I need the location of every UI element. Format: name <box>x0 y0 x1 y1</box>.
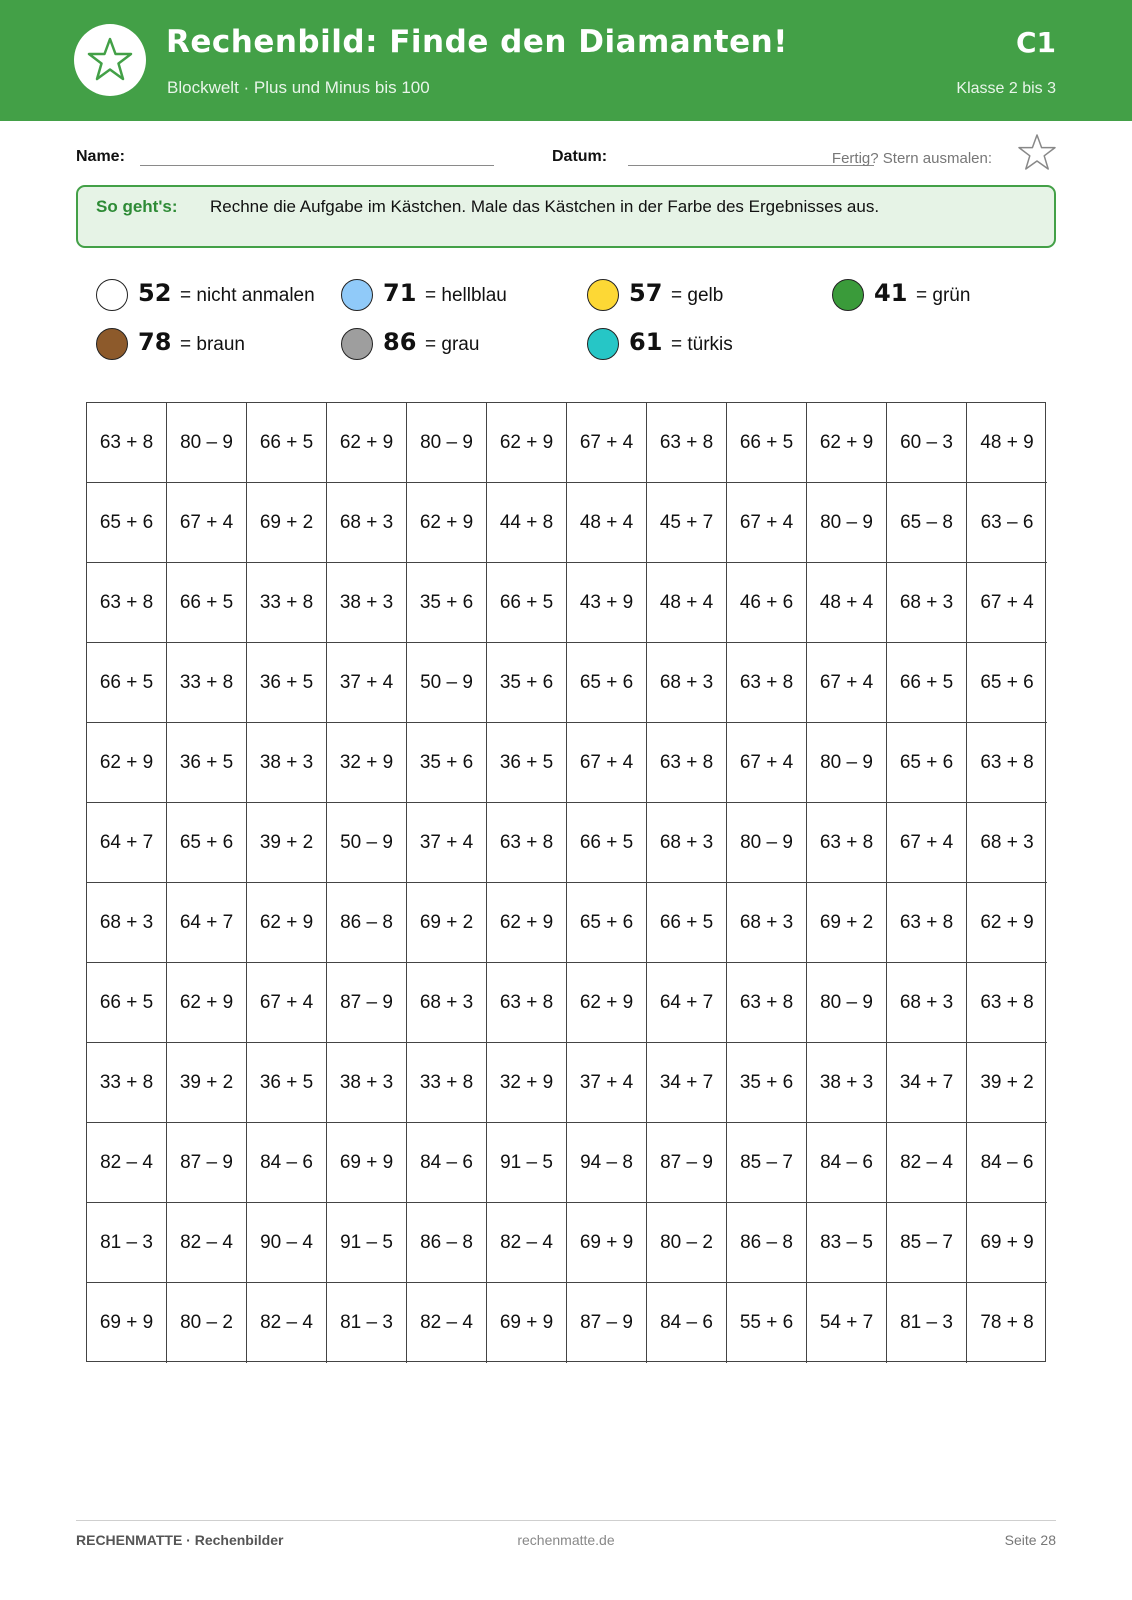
legend-color-swatch <box>341 279 373 311</box>
grid-cell[interactable]: 63 + 8 <box>647 403 727 483</box>
grid-cell[interactable]: 69 + 9 <box>967 1203 1047 1283</box>
grid-cell[interactable]: 68 + 3 <box>727 883 807 963</box>
grid-cell[interactable]: 86 – 8 <box>407 1203 487 1283</box>
grid-cell[interactable]: 80 – 9 <box>167 403 247 483</box>
grid-cell[interactable]: 68 + 3 <box>647 803 727 883</box>
grid-cell[interactable]: 50 – 9 <box>327 803 407 883</box>
grid-cell[interactable]: 85 – 7 <box>727 1123 807 1203</box>
grid-cell[interactable]: 35 + 6 <box>407 723 487 803</box>
grid-cell[interactable]: 87 – 9 <box>567 1283 647 1363</box>
legend-number: 52 <box>138 279 172 307</box>
instructions-box <box>76 185 1056 248</box>
legend-number: 71 <box>383 279 417 307</box>
grid-cell[interactable]: 62 + 9 <box>807 403 887 483</box>
grid-cell[interactable]: 60 – 3 <box>887 403 967 483</box>
grid-cell[interactable]: 39 + 2 <box>167 1043 247 1123</box>
grid-cell[interactable]: 86 – 8 <box>327 883 407 963</box>
legend-color-swatch <box>96 328 128 360</box>
legend-number: 78 <box>138 328 172 356</box>
grid-cell[interactable]: 48 + 4 <box>567 483 647 563</box>
grid-cell[interactable]: 65 + 6 <box>567 643 647 723</box>
grid-cell[interactable]: 66 + 5 <box>647 883 727 963</box>
grid-cell[interactable]: 91 – 5 <box>327 1203 407 1283</box>
star-icon <box>86 36 134 84</box>
grid-cell[interactable]: 43 + 9 <box>567 563 647 643</box>
grid-cell[interactable]: 84 – 6 <box>967 1123 1047 1203</box>
grid-cell[interactable]: 36 + 5 <box>247 1043 327 1123</box>
grid-cell[interactable]: 68 + 3 <box>87 883 167 963</box>
legend-color-swatch <box>587 328 619 360</box>
grid-cell[interactable]: 39 + 2 <box>247 803 327 883</box>
grid-cell[interactable]: 66 + 5 <box>87 963 167 1043</box>
name-label: Name: <box>76 148 125 165</box>
grid-cell[interactable]: 38 + 3 <box>807 1043 887 1123</box>
grid-cell[interactable]: 62 + 9 <box>327 403 407 483</box>
grid-cell[interactable]: 82 – 4 <box>487 1203 567 1283</box>
grid-cell[interactable]: 82 – 4 <box>407 1283 487 1363</box>
header-bar <box>0 0 1132 121</box>
grid-cell[interactable]: 33 + 8 <box>167 643 247 723</box>
legend-number: 86 <box>383 328 417 356</box>
grid-cell[interactable]: 82 – 4 <box>87 1123 167 1203</box>
grid-cell[interactable]: 54 + 7 <box>807 1283 887 1363</box>
grid-cell[interactable]: 81 – 3 <box>327 1283 407 1363</box>
grid-cell[interactable]: 80 – 2 <box>647 1203 727 1283</box>
grid-cell[interactable]: 84 – 6 <box>247 1123 327 1203</box>
grid-cell[interactable]: 34 + 7 <box>887 1043 967 1123</box>
grid-cell[interactable]: 68 + 3 <box>327 483 407 563</box>
grid-cell[interactable]: 80 – 9 <box>807 483 887 563</box>
grid-cell[interactable]: 68 + 3 <box>967 803 1047 883</box>
grid-cell[interactable]: 69 + 9 <box>487 1283 567 1363</box>
date-label: Datum: <box>552 148 608 165</box>
grid-cell[interactable]: 36 + 5 <box>167 723 247 803</box>
grid-cell[interactable]: 80 – 9 <box>727 803 807 883</box>
grid-cell[interactable]: 62 + 9 <box>967 883 1047 963</box>
page-subtitle: Blockwelt · Plus und Minus bis 100 <box>167 78 430 97</box>
grid-cell[interactable]: 64 + 7 <box>647 963 727 1043</box>
legend-color-name: = nicht anmalen <box>180 285 315 306</box>
footer-website: rechenmatte.de <box>517 1532 615 1548</box>
grid-cell[interactable]: 81 – 3 <box>87 1203 167 1283</box>
grid-cell[interactable]: 65 + 6 <box>167 803 247 883</box>
grid-cell[interactable]: 38 + 3 <box>327 563 407 643</box>
legend-color-name: = grün <box>916 285 971 306</box>
grid-cell[interactable]: 84 – 6 <box>407 1123 487 1203</box>
grid-cell[interactable]: 62 + 9 <box>407 483 487 563</box>
grid-cell[interactable]: 62 + 9 <box>167 963 247 1043</box>
grade-label: Klasse 2 bis 3 <box>956 80 1056 97</box>
grid-cell[interactable]: 81 – 3 <box>887 1283 967 1363</box>
grid-cell[interactable]: 82 – 4 <box>247 1283 327 1363</box>
grid-cell[interactable]: 80 – 9 <box>807 963 887 1043</box>
grid-cell[interactable]: 62 + 9 <box>487 883 567 963</box>
grid-cell[interactable]: 50 – 9 <box>407 643 487 723</box>
grid-cell[interactable]: 35 + 6 <box>407 563 487 643</box>
legend-number: 57 <box>629 279 663 307</box>
page-title: Rechenbild: Finde den Diamanten! <box>166 24 788 60</box>
grid-cell[interactable]: 48 + 4 <box>647 563 727 643</box>
grid-cell[interactable]: 87 – 9 <box>167 1123 247 1203</box>
grid-cell[interactable]: 44 + 8 <box>487 483 567 563</box>
done-star-icon[interactable] <box>1017 133 1057 173</box>
grid-cell[interactable]: 67 + 4 <box>727 483 807 563</box>
grid-cell[interactable]: 67 + 4 <box>807 643 887 723</box>
legend-color-name: = türkis <box>671 334 733 355</box>
name-field[interactable] <box>140 165 494 166</box>
grid-cell[interactable]: 65 + 6 <box>567 883 647 963</box>
legend-number: 61 <box>629 328 663 356</box>
legend-color-name: = hellblau <box>425 285 507 306</box>
grid-cell[interactable]: 87 – 9 <box>647 1123 727 1203</box>
grid-cell[interactable]: 32 + 9 <box>327 723 407 803</box>
grid-cell[interactable]: 66 + 5 <box>247 403 327 483</box>
grid-cell[interactable]: 67 + 4 <box>567 723 647 803</box>
grid-cell[interactable]: 83 – 5 <box>807 1203 887 1283</box>
grid-cell[interactable]: 65 – 8 <box>887 483 967 563</box>
grid-cell[interactable]: 69 + 9 <box>327 1123 407 1203</box>
grid-cell[interactable]: 33 + 8 <box>87 1043 167 1123</box>
legend-color-swatch <box>96 279 128 311</box>
grid-cell[interactable]: 69 + 2 <box>247 483 327 563</box>
grid-cell[interactable]: 36 + 5 <box>247 643 327 723</box>
instructions-label: So geht's: <box>96 197 178 216</box>
grid-cell[interactable]: 63 + 8 <box>647 723 727 803</box>
grid-cell[interactable]: 82 – 4 <box>167 1203 247 1283</box>
grid-cell[interactable]: 80 – 9 <box>407 403 487 483</box>
grid-cell[interactable]: 62 + 9 <box>247 883 327 963</box>
legend-color-name: = braun <box>180 334 245 355</box>
task-grid <box>86 402 1046 1362</box>
grid-cell[interactable]: 78 + 8 <box>980 1312 1034 1333</box>
grid-cell[interactable]: 63 + 8 <box>87 403 167 483</box>
grid-cell[interactable]: 66 + 5 <box>87 643 167 723</box>
grid-cell[interactable]: 69 + 9 <box>87 1283 167 1363</box>
grid-cell[interactable]: 66 + 5 <box>567 803 647 883</box>
grid-cell[interactable]: 67 + 4 <box>167 483 247 563</box>
grid-cell[interactable]: 63 + 8 <box>887 883 967 963</box>
grid-cell[interactable]: 37 + 4 <box>567 1043 647 1123</box>
grid-cell[interactable]: 69 + 9 <box>567 1203 647 1283</box>
grid-cell[interactable]: 63 + 8 <box>487 963 567 1043</box>
grid-cell[interactable]: 38 + 3 <box>327 1043 407 1123</box>
grid-cell[interactable]: 34 + 7 <box>647 1043 727 1123</box>
grid-cell[interactable]: 33 + 8 <box>247 563 327 643</box>
grid-cell[interactable]: 63 + 8 <box>967 963 1047 1043</box>
grid-cell[interactable]: 62 + 9 <box>567 963 647 1043</box>
grid-cell[interactable]: 64 + 7 <box>87 803 167 883</box>
grid-cell[interactable]: 84 – 6 <box>647 1283 727 1363</box>
grid-cell[interactable]: 45 + 7 <box>647 483 727 563</box>
grid-cell[interactable]: 80 – 9 <box>807 723 887 803</box>
grid-cell[interactable]: 63 + 8 <box>727 643 807 723</box>
legend-color-swatch <box>832 279 864 311</box>
legend-color-name: = gelb <box>671 285 724 306</box>
grid-cell[interactable]: 65 + 6 <box>887 723 967 803</box>
grid-cell[interactable]: 55 + 6 <box>727 1283 807 1363</box>
grid-cell[interactable]: 39 + 2 <box>967 1043 1047 1123</box>
grid-cell[interactable]: 38 + 3 <box>247 723 327 803</box>
grid-cell[interactable]: 66 + 5 <box>167 563 247 643</box>
grid-cell[interactable]: 67 + 4 <box>967 563 1047 643</box>
grid-cell[interactable]: 82 – 4 <box>887 1123 967 1203</box>
legend-color-swatch <box>587 279 619 311</box>
grid-cell[interactable]: 37 + 4 <box>407 803 487 883</box>
grid-cell[interactable]: 48 + 4 <box>807 563 887 643</box>
grid-cell[interactable]: 65 + 6 <box>967 643 1047 723</box>
grid-cell[interactable]: 67 + 4 <box>887 803 967 883</box>
grid-cell[interactable]: 67 + 4 <box>727 723 807 803</box>
footer-brand: RECHENMATTE · Rechenbilder <box>76 1532 284 1548</box>
grid-cell[interactable]: 68 + 3 <box>887 963 967 1043</box>
grid-cell[interactable]: 68 + 3 <box>647 643 727 723</box>
grid-cell[interactable]: 36 + 5 <box>487 723 567 803</box>
legend-number: 41 <box>874 279 908 307</box>
legend-color-swatch <box>341 328 373 360</box>
grid-cell[interactable]: 63 + 8 <box>487 803 567 883</box>
footer-divider <box>76 1520 1056 1521</box>
grid-cell[interactable]: 37 + 4 <box>327 643 407 723</box>
grid-cell[interactable]: 63 + 8 <box>727 963 807 1043</box>
grid-cell[interactable]: 68 + 3 <box>407 963 487 1043</box>
grid-cell[interactable]: 48 + 9 <box>967 403 1047 483</box>
worksheet-code: C1 <box>1015 26 1056 59</box>
grid-cell[interactable]: 66 + 5 <box>727 403 807 483</box>
grid-cell[interactable]: 91 – 5 <box>487 1123 567 1203</box>
grid-cell[interactable]: 62 + 9 <box>487 403 567 483</box>
grid-cell[interactable]: 63 + 8 <box>807 803 887 883</box>
grid-cell[interactable]: 62 + 9 <box>87 723 167 803</box>
grid-cell[interactable]: 64 + 7 <box>167 883 247 963</box>
grid-cell[interactable]: 35 + 6 <box>487 643 567 723</box>
grid-cell[interactable]: 66 + 5 <box>487 563 567 643</box>
grid-cell[interactable]: 68 + 3 <box>887 563 967 643</box>
grid-cell[interactable]: 46 + 6 <box>727 563 807 643</box>
instructions-text: Rechne die Aufgabe im Kästchen. Male das Kästchen in der Farbe des Ergebnisses aus. <box>210 197 880 216</box>
grid-cell[interactable]: 94 – 8 <box>567 1123 647 1203</box>
grid-cell[interactable]: 66 + 5 <box>887 643 967 723</box>
grid-cell[interactable]: 32 + 9 <box>487 1043 567 1123</box>
grid-cell[interactable]: 67 + 4 <box>247 963 327 1043</box>
grid-cell[interactable]: 67 + 4 <box>567 403 647 483</box>
grid-cell[interactable]: 63 – 6 <box>967 483 1047 563</box>
grid-cell[interactable]: 65 + 6 <box>87 483 167 563</box>
grid-cell[interactable]: 63 + 8 <box>87 563 167 643</box>
grid-cell[interactable]: 90 – 4 <box>247 1203 327 1283</box>
grid-cell[interactable]: 33 + 8 <box>407 1043 487 1123</box>
grid-cell[interactable]: 80 – 2 <box>167 1283 247 1363</box>
done-label: Fertig? Stern ausmalen: <box>831 150 992 167</box>
grid-cell[interactable]: 69 + 2 <box>407 883 487 963</box>
page-number: Seite 28 <box>1004 1532 1056 1548</box>
grid-cell[interactable]: 63 + 8 <box>967 723 1047 803</box>
grid-cell[interactable]: 87 – 9 <box>327 963 407 1043</box>
legend-color-name: = grau <box>425 334 480 355</box>
logo-badge <box>74 24 146 96</box>
grid-cell[interactable]: 69 + 2 <box>807 883 887 963</box>
grid-cell[interactable]: 86 – 8 <box>727 1203 807 1283</box>
grid-cell[interactable]: 85 – 7 <box>887 1203 967 1283</box>
grid-cell[interactable]: 35 + 6 <box>727 1043 807 1123</box>
grid-cell[interactable]: 84 – 6 <box>807 1123 887 1203</box>
